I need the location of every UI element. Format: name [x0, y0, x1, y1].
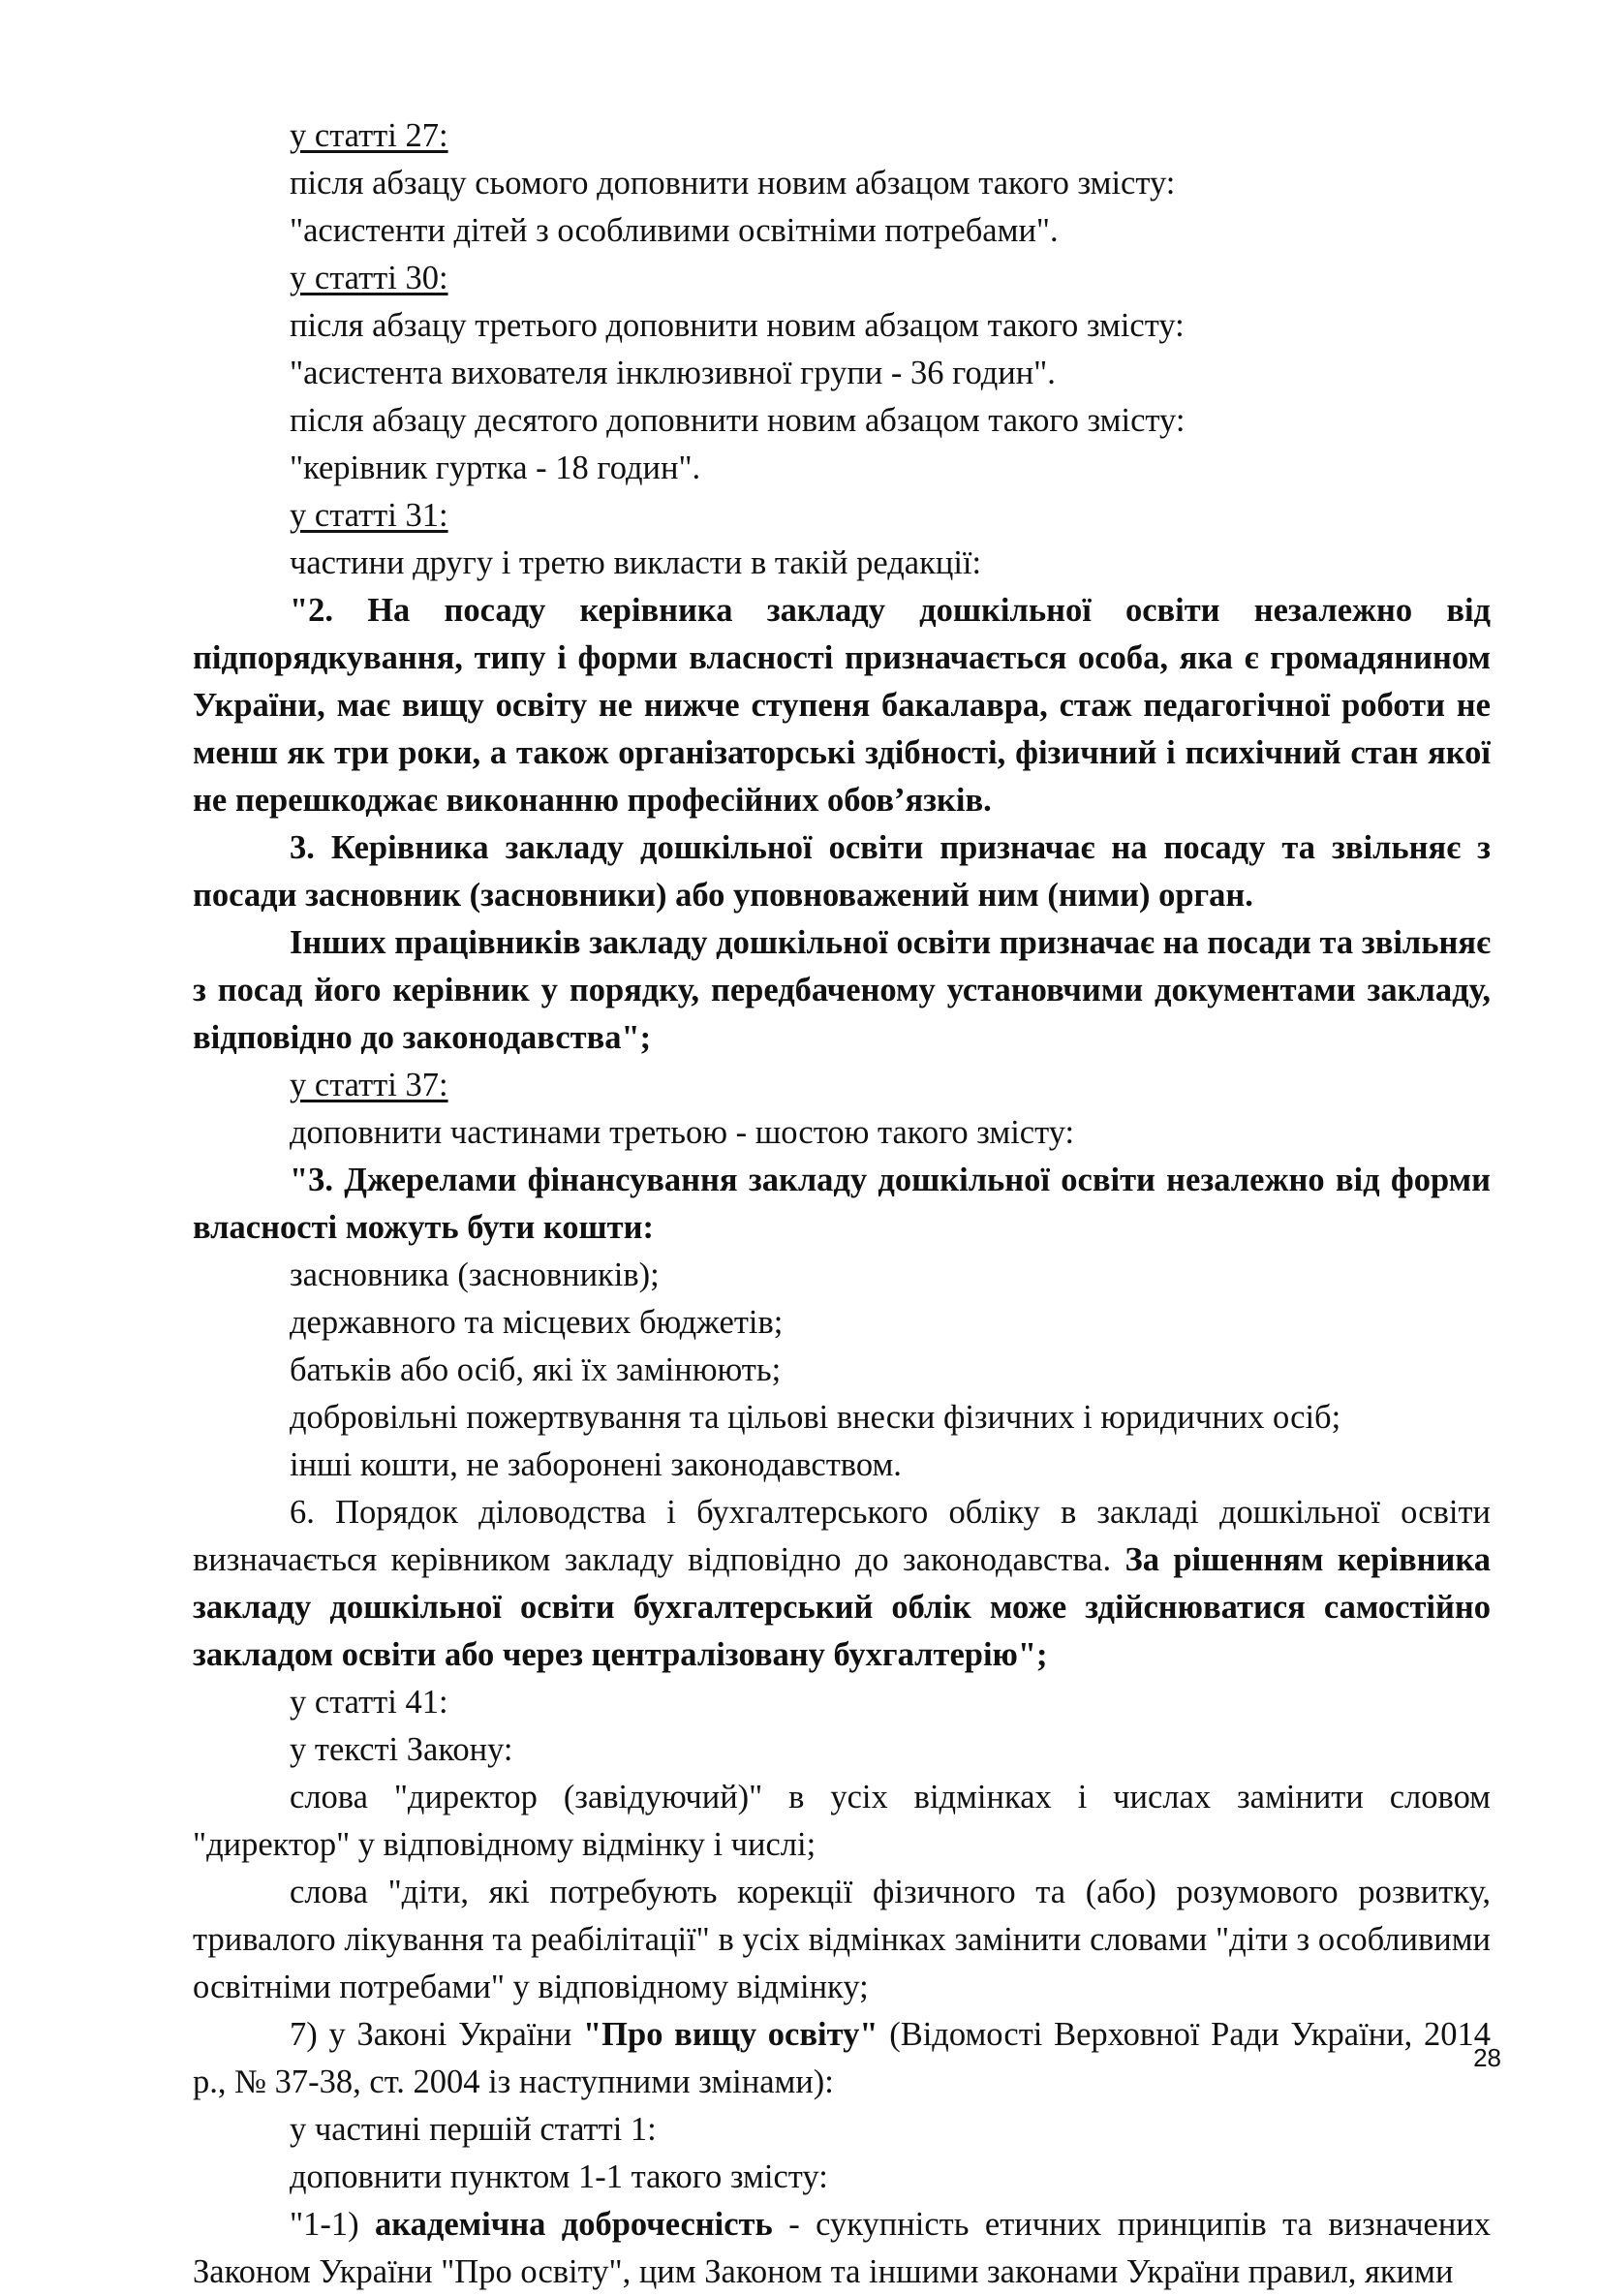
paragraph: "асистента вихователя інклюзивної групи - 36 годин".: [290, 355, 1056, 391]
bold-run: За рішенням керівника закладу дошкільної освіти бухгалтерський облік може здійснюватися самостійно закладом освіти або через централізовану бухгалтерію";: [193, 1541, 1491, 1673]
paragraph: у тексті Закону:: [290, 1731, 513, 1768]
list-item: інші кошти, не заборонені законодавством.: [290, 1446, 902, 1483]
paragraph: після абзацу сьомого доповнити новим абзацом такого змісту:: [290, 165, 1176, 202]
paragraph-bold: "3. Джерелами фінансування закладу дошкільної освіти незалежно від форми власності можуть бути кошти:: [193, 1162, 1491, 1246]
bold-run: академічна доброчесність: [375, 2206, 773, 2243]
paragraph: 6. Порядок діловодства і бухгалтерського обліку в закладі дошкільної освіти визначається керівником закладу відповідно до законодавства. За рішенням керівника закладу дошкільної освіти бухгалтерський облік може здійснюватися самостійно закладом освіти або через централізовану бухгалтерію";: [193, 1494, 1491, 1673]
paragraph: у статті 27:: [290, 117, 448, 154]
paragraph: "1-1) академічна доброчесність - сукупність етичних принципів та визначених Законом України "Про освіту", цим Законом та іншими законами України правил, якими: [193, 2206, 1492, 2290]
paragraph: доповнити пунктом 1-1 такого змісту:: [290, 2158, 828, 2195]
paragraph: у частині першій статті 1:: [290, 2111, 657, 2148]
paragraph: після абзацу десятого доповнити новим абзацом такого змісту:: [290, 402, 1186, 439]
paragraph: "керівник гуртка - 18 годин".: [290, 450, 701, 486]
paragraph: у статті 31:: [290, 497, 448, 534]
document-body: [193, 112, 1491, 2296]
paragraph-bold: "2. На посаду керівника закладу дошкільної освіти незалежно від підпорядкування, типу і форми власності призначається особа, яка є громадянином України, має вищу освіту не нижче ступеня бакалавра, стаж педагогічної роботи не менш як три роки, а також організаторські здібності, фізичний і психічний стан якої не перешкоджає виконанню професійних обов’язків.: [193, 592, 1491, 819]
paragraph: слова "директор (завідуючий)" в усіх відмінках і числах замінити словом "директор" у відповідному відмінку і числі;: [193, 1779, 1491, 1863]
bold-run: "Про вищу освіту": [583, 2016, 878, 2053]
list-item: державного та місцевих бюджетів;: [290, 1304, 784, 1341]
paragraph: "асистенти дітей з особливими освітніми потребами".: [290, 212, 1059, 249]
paragraph: слова "діти, які потребують корекції фізичного та (або) розумового розвитку, тривалого лікування та реабілітації" в усіх відмінках замінити словами "діти з особливими освітніми потребами" у відповідному відмінку;: [193, 1874, 1491, 2005]
list-item: засновника (засновників);: [290, 1257, 660, 1293]
list-item: добровільні пожертвування та цільові внески фізичних і юридичних осіб;: [290, 1399, 1341, 1436]
paragraph: у статті 30:: [290, 260, 448, 296]
paragraph-bold: 3. Керівника закладу дошкільної освіти призначає на посаду та звільняє з посади засновник (засновники) або уповноважений ним (ними) орган.: [193, 829, 1491, 914]
paragraph: частини другу і третю викласти в такій редакції:: [290, 544, 982, 581]
paragraph: доповнити частинами третьою - шостою такого змісту:: [290, 1114, 1075, 1151]
paragraph-bold: Інших працівників закладу дошкільної освіти призначає на посади та звільняє з посад його керівник у порядку, передбаченому установчими документами закладу, відповідно до законодавства";: [193, 924, 1491, 1056]
paragraph: 7) у Законі України "Про вищу освіту" (Відомості Верховної Ради України, 2014 р., № 37-38, ст. 2004 із наступними змінами):: [193, 2016, 1491, 2100]
paragraph: після абзацу третього доповнити новим абзацом такого змісту:: [290, 307, 1185, 344]
list-item: батьків або осіб, які їх замінюють;: [290, 1351, 782, 1388]
paragraph: у статті 41:: [290, 1684, 448, 1721]
paragraph: у статті 37:: [290, 1067, 448, 1103]
page-number: 28: [1473, 2043, 1501, 2072]
